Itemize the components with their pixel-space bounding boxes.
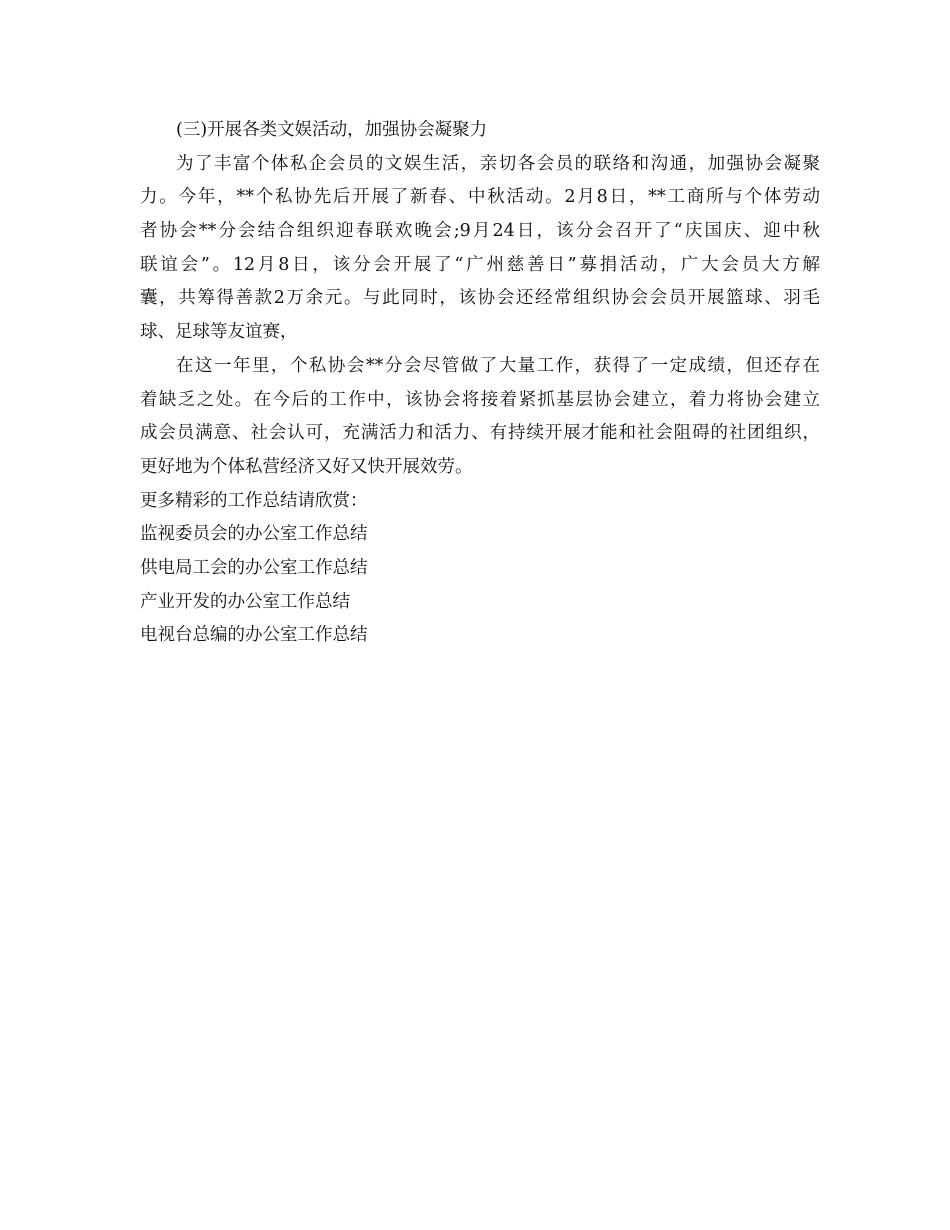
paragraph-1-line: 为了丰富个体私企会员的文娱生活，亲切各会员的联络和沟通，加强协会凝聚 — [176, 153, 820, 174]
more-summaries-heading: 更多精彩的工作总结请欣赏： — [140, 490, 368, 511]
paragraph-1-line: 囊，共筹得善款2万余元。与此同时，该协会还经常组织协会会员开展篮球、羽毛 — [140, 288, 820, 309]
paragraph-2-line: 成会员满意、社会认可，充满活力和活力、有持续开展才能和社会阻碍的社团组织， — [140, 423, 820, 444]
related-summary-link[interactable]: 监视委员会的办公室工作总结 — [140, 524, 368, 545]
related-summary-link[interactable]: 供电局工会的办公室工作总结 — [140, 557, 368, 578]
related-summary-link[interactable]: 电视台总编的办公室工作总结 — [140, 625, 368, 646]
paragraph-2-line: 在这一年里，个私协会**分会尽管做了大量工作，获得了一定成绩，但还存在 — [176, 355, 820, 376]
document-page — [140, 114, 820, 653]
paragraph-1-line: 球、足球等友谊赛， — [140, 322, 298, 343]
section-heading: (三)开展各类文娱活动，加强协会凝聚力 — [176, 120, 488, 140]
paragraph-1-line: 联谊会”。12月8日，该分会开展了“广州慈善日”募捐活动，广大会员大方解 — [140, 254, 820, 275]
paragraph-1-line: 者协会**分会结合组织迎春联欢晚会;9月24日，该分会召开了“庆国庆、迎中秋 — [140, 221, 820, 242]
paragraph-2-line: 着缺乏之处。在今后的工作中，该协会将接着紧抓基层协会建立，着力将协会建立 — [140, 389, 820, 410]
paragraph-1 — [140, 148, 820, 350]
paragraph-2 — [140, 350, 820, 485]
paragraph-2-line: 更好地为个体私营经济又好又快开展效劳。 — [140, 456, 473, 477]
paragraph-1-line: 力。今年，**个私协先后开展了新春、中秋活动。2月8日，**工商所与个体劳动 — [140, 187, 821, 208]
related-summary-link[interactable]: 产业开发的办公室工作总结 — [140, 591, 350, 612]
